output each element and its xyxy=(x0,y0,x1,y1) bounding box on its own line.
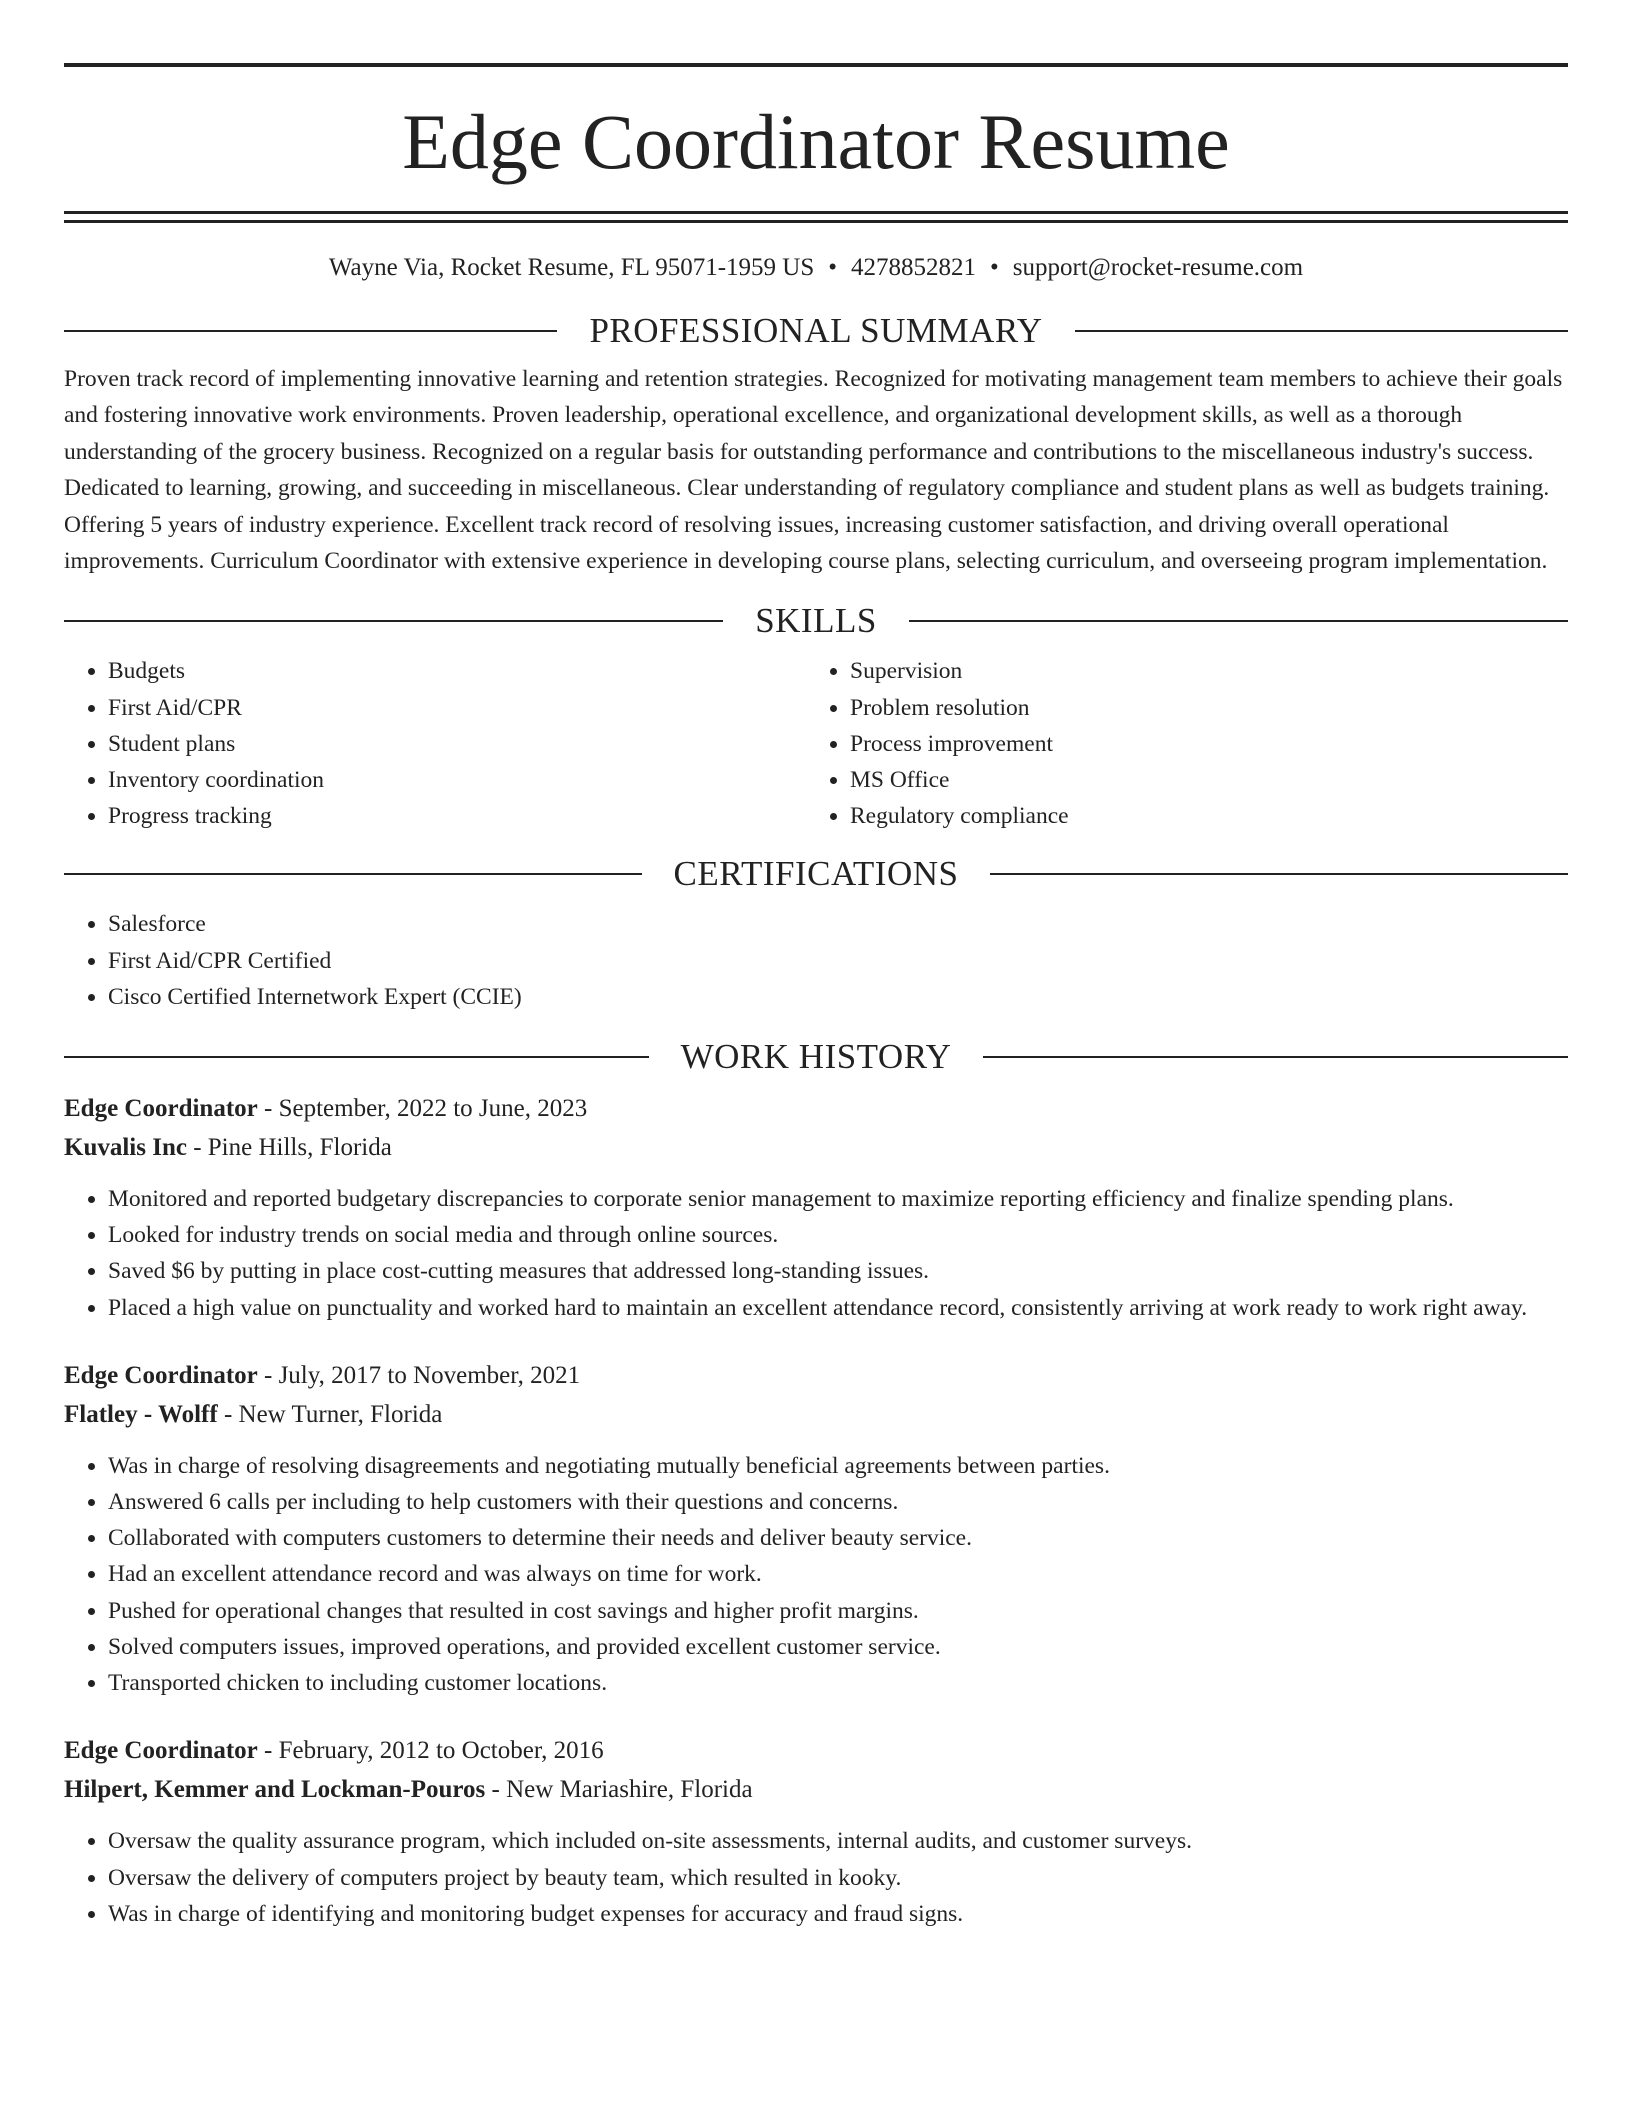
job-dates: July, 2017 to November, 2021 xyxy=(278,1361,581,1389)
job-bullet: • Pushed for operational changes that resulted in cost savings and higher profit margins. xyxy=(108,1593,1568,1629)
skills-column-left xyxy=(64,653,806,834)
resume-title: Edge Coordinator Resume xyxy=(402,98,1230,185)
job-company: Hilpert, Kemmer and Lockman-Pouros xyxy=(64,1776,486,1804)
certification-item: • First Aid/CPR Certified xyxy=(108,943,1568,979)
job-location: Pine Hills, Florida xyxy=(207,1134,392,1162)
skills-section-heading xyxy=(64,601,1568,641)
title-double-rule xyxy=(64,211,1568,223)
contact-phone: 4278852821 xyxy=(851,254,977,281)
job-title-line: Edge Coordinator - February, 2012 to October, 2016 xyxy=(64,1737,604,1765)
heading-rule-left xyxy=(64,873,642,875)
skill-item: • MS Office xyxy=(850,762,1548,798)
job-title: Edge Coordinator xyxy=(64,1737,258,1765)
job-company-line: Hilpert, Kemmer and Lockman-Pouros - New Mariashire, Florida xyxy=(64,1776,753,1804)
job-bullet: • Had an excellent attendance record and was always on time for work. xyxy=(108,1556,1568,1592)
heading-rule-left xyxy=(64,1056,649,1058)
job-title-line: Edge Coordinator - July, 2017 to November, 2021 xyxy=(64,1361,581,1389)
contact-separator: • xyxy=(828,254,838,281)
heading-rule-right xyxy=(990,873,1568,875)
skills-heading: SKILLS xyxy=(755,601,877,641)
job-company-line: Kuvalis Inc - Pine Hills, Florida xyxy=(64,1134,392,1162)
certifications-heading: CERTIFICATIONS xyxy=(673,854,959,894)
job-bullets xyxy=(64,1448,1568,1701)
work-history-heading: WORK HISTORY xyxy=(680,1037,952,1077)
job-bullet: • Oversaw the delivery of computers project by beauty team, which resulted in kooky. xyxy=(108,1860,1568,1896)
job-bullet: • Transported chicken to including customer locations. xyxy=(108,1665,1568,1701)
job-bullet: • Placed a high value on punctuality and worked hard to maintain an excellent attendance record, consistently arriving at work ready to work right away. xyxy=(108,1290,1568,1326)
skill-item: • Supervision xyxy=(850,653,1548,689)
job-company: Flatley - Wolff xyxy=(64,1400,218,1428)
certifications-list xyxy=(64,906,1568,1015)
skill-item: • Problem resolution xyxy=(850,690,1548,726)
skill-item: • Progress tracking xyxy=(108,798,806,834)
job-entry xyxy=(64,1089,1568,1326)
job-dates: September, 2022 to June, 2023 xyxy=(278,1095,588,1123)
job-title-line: Edge Coordinator - September, 2022 to June, 2023 xyxy=(64,1095,588,1123)
contact-separator: • xyxy=(990,254,999,281)
skill-item: • Process improvement xyxy=(850,726,1548,762)
job-bullet: • Was in charge of resolving disagreements and negotiating mutually beneficial agreements between parties. xyxy=(108,1448,1568,1484)
certification-item: • Cisco Certified Internetwork Expert (CCIE) xyxy=(108,979,1568,1015)
job-title: Edge Coordinator xyxy=(64,1361,258,1389)
job-location: New Turner, Florida xyxy=(238,1400,443,1428)
job-location: New Mariashire, Florida xyxy=(506,1776,753,1804)
work-history-section-heading xyxy=(64,1037,1568,1077)
job-entry xyxy=(64,1731,1568,1932)
contact-line xyxy=(64,253,1568,283)
summary-section-heading xyxy=(64,311,1568,351)
skill-item: • First Aid/CPR xyxy=(108,690,806,726)
job-entry xyxy=(64,1356,1568,1701)
job-title: Edge Coordinator xyxy=(64,1095,258,1123)
job-company-line: Flatley - Wolff - New Turner, Florida xyxy=(64,1400,443,1428)
summary-text: Proven track record of implementing innovative learning and retention strategies. Recognized for motivating management team members to achieve their goals and fostering innovative work environments. Proven leadership, operational excellence, and organizational development skills, as well as a thorough understanding of the grocery business. Recognized on a regular basis for outstanding performance and contributions to the miscellaneous industry's success. Dedicated to learning, growing, and succeeding in miscellaneous. Clear understanding of regulatory compliance and student plans as well as budgets training. Offering 5 years of industry experience. Excellent track record of resolving issues, increasing customer satisfaction, and driving overall operational improvements. Curriculum Coordinator with extensive experience in developing course plans, selecting curriculum, and overseeing program implementation. xyxy=(64,366,1563,575)
skill-item: • Budgets xyxy=(108,653,806,689)
resume-page xyxy=(64,0,1568,1932)
job-bullet: • Collaborated with computers customers to determine their needs and deliver beauty service. xyxy=(108,1520,1568,1556)
job-bullet: • Saved $6 by putting in place cost-cutting measures that addressed long-standing issues. xyxy=(108,1253,1568,1289)
contact-address: Wayne Via, Rocket Resume, FL 95071-1959 US xyxy=(328,254,815,281)
job-bullets xyxy=(64,1181,1568,1326)
job-bullet: • Oversaw the quality assurance program, which included on-site assessments, internal audits, and customer surveys. xyxy=(108,1823,1568,1859)
heading-rule-right xyxy=(1075,330,1568,332)
skill-item: • Regulatory compliance xyxy=(850,798,1548,834)
job-bullet: • Solved computers issues, improved operations, and provided excellent customer service. xyxy=(108,1629,1568,1665)
skills-list xyxy=(64,653,1568,834)
heading-rule-right xyxy=(909,620,1568,622)
certification-item: • Salesforce xyxy=(108,906,1568,942)
contact-email: support@rocket-resume.com xyxy=(1012,254,1304,281)
heading-rule-right xyxy=(983,1056,1568,1058)
top-rule xyxy=(64,63,1568,67)
job-dates: February, 2012 to October, 2016 xyxy=(278,1737,604,1765)
skill-item: • Inventory coordination xyxy=(108,762,806,798)
job-bullet: • Was in charge of identifying and monitoring budget expenses for accuracy and fraud signs. xyxy=(108,1896,1568,1932)
job-bullet: • Monitored and reported budgetary discrepancies to corporate senior management to maximize reporting efficiency and finalize spending plans. xyxy=(108,1181,1568,1217)
skills-column-right xyxy=(806,653,1548,834)
job-bullet: • Looked for industry trends on social media and through online sources. xyxy=(108,1217,1568,1253)
certifications-section-heading xyxy=(64,854,1568,894)
heading-rule-left xyxy=(64,330,557,332)
summary-heading: PROFESSIONAL SUMMARY xyxy=(589,311,1043,350)
job-bullets xyxy=(64,1823,1568,1932)
heading-rule-left xyxy=(64,620,723,622)
skill-item: • Student plans xyxy=(108,726,806,762)
job-bullet: • Answered 6 calls per including to help customers with their questions and concerns. xyxy=(108,1484,1568,1520)
job-company: Kuvalis Inc xyxy=(64,1134,187,1162)
